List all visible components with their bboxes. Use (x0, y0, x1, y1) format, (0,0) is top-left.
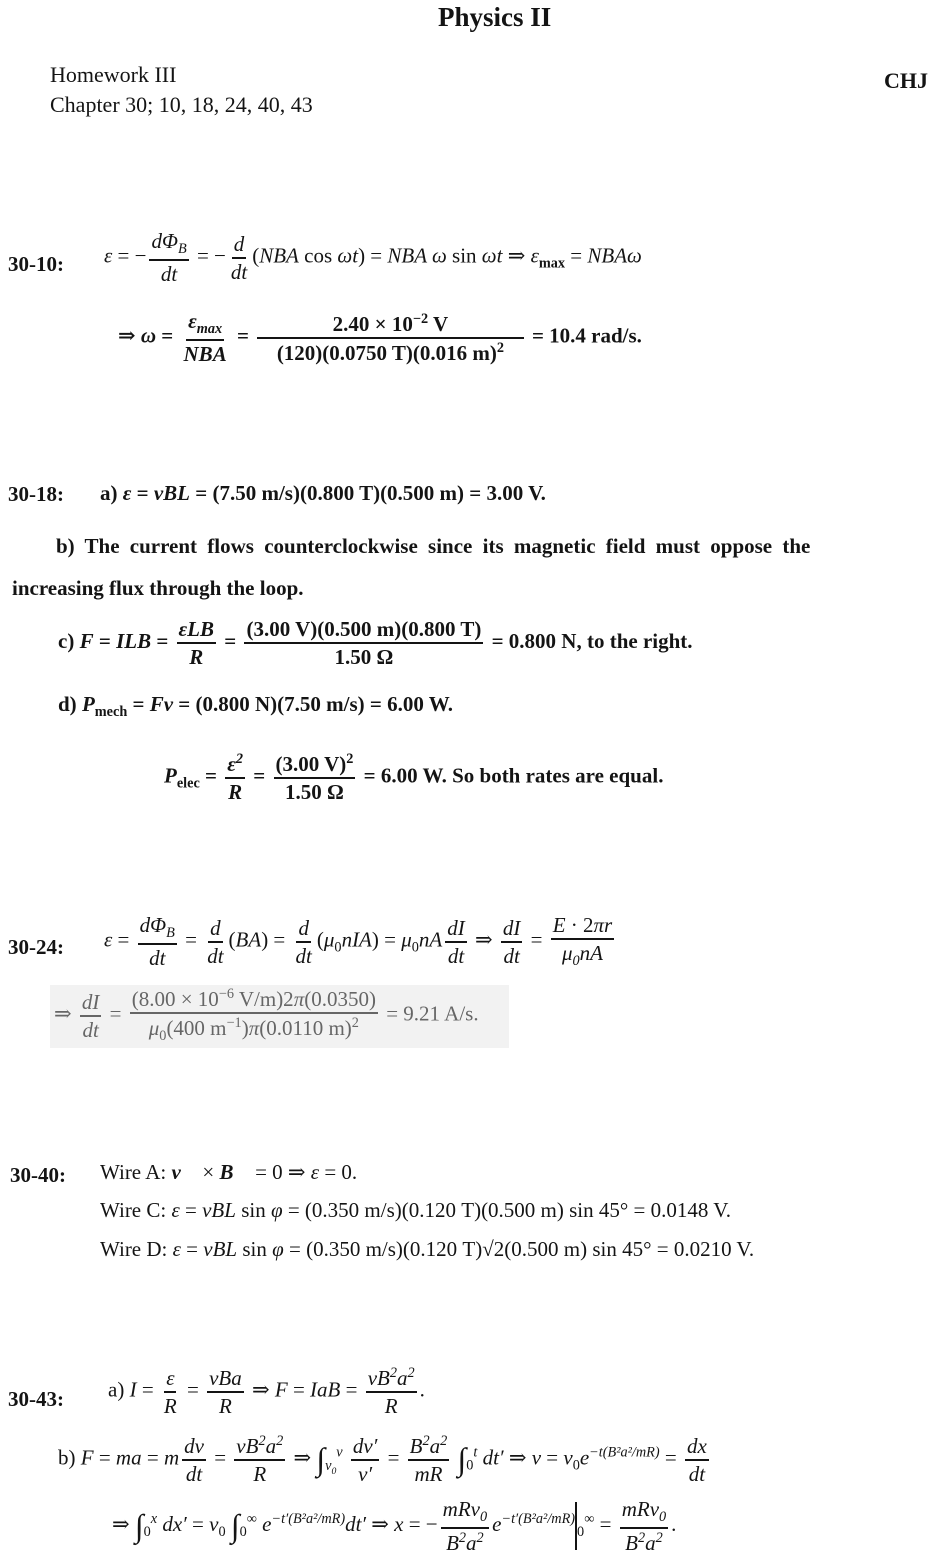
problem-label: 30-18: (8, 482, 64, 506)
page-title: Physics II (438, 2, 552, 32)
chapter-list: Chapter 30; 10, 18, 24, 40, 43 (50, 92, 313, 117)
text-line: increasing flux through the loop. (12, 576, 304, 600)
equation: b) F = ma = m $\frac{dv}{dt}$ = $\frac{vB^2a^2}{R}$ ⇒ $\int_{v_0}^v$ $\frac{dv'}{v'}$ = $\frac{B^2a^2}{mR}$ $\int_0^t$ dt′ ⇒ $v = v_0e^{-t(B^2a^2/mR)}$ = $\frac{dx}{dt}$ (58, 1433, 707, 1487)
equation: Wire D: ε = vBL sin φ = (0.350 m/s)(0.120 T)√2(0.500 m) sin 45° = 0.0210 V. (100, 1237, 755, 1261)
equation: $P_{elec}$ = $\frac{\varepsilon^2}{R}$ = $\frac{(3.00 V)^2}{1.50 \Omega}$ = 6.00 W. So both rates are equal. (164, 751, 664, 805)
equation: a) ε = vBL = (7.50 m/s)(0.800 T)(0.500 m) = 3.00 V. (100, 481, 546, 505)
problem-label: 30-43: (8, 1387, 64, 1411)
author-initials: CHJ (884, 68, 928, 93)
problem-label: 30-10: (8, 252, 64, 276)
equation: ε = − $\frac{d\Phi_B}{dt}$ = − $\frac{d}{dt}$ (NBA cos ωt) = NBA ω sin ωt ⇒ $\varepsilon_{max} = NBA\omega$ (104, 229, 642, 287)
equation: c) F = ILB = $\frac{\text{εLB}}{R}$ = $\frac{(3.00 V)(0.500 m)(0.800 T)}{1.50 \Omega}$ = 0.800 N, to the right. (58, 617, 693, 670)
assignment-label: Homework III (50, 62, 177, 87)
equation: ε = $\frac{d\Phi_B}{dt}$ = $\frac{d}{dt}$ (BA) = $\frac{d}{dt}$ $(\mu_0nIA) = \mu_0nA$ $\frac{dI}{dt}$ ⇒ $\frac{dI}{dt}$ = $\frac{E \cdot 2\pi r}{\mu_0nA}$ (104, 913, 613, 971)
equation: d) $P_{mech} = Fv = (0.800$ N)(7.50 m/s) = 6.00 W. (58, 692, 454, 721)
equation: Wire A: v⃗ × B⃗ = 0 ⇒ ε = 0. (100, 1160, 358, 1184)
problem-label: 30-24: (8, 935, 64, 959)
equation: ⇒ $\int_0^x$ $dx' = v_0$ $\int_0^\infty$ $e^{-t'(B^2a^2/mR)}dt'$ ⇒ x = − $\frac{mRv_0}{B^2a^2}$ $e^{-t'(B^2a^2/mR)}_0^\infty$ = $\frac{mRv_0}{B^2a^2}$ . (112, 1497, 677, 1555)
text-line: b) The current flows counterclockwise since its magnetic field must oppose the (56, 534, 811, 558)
equation: a) I = $\frac{\varepsilon}{R}$ = $\frac{\text{vBa}}{R}$ ⇒ F = IaB = $\frac{vB^2a^2}{R}$ . (108, 1365, 425, 1419)
problem-label: 30-40: (10, 1163, 66, 1187)
equation: Wire C: ε = vBL sin φ = (0.350 m/s)(0.120 T)(0.500 m) sin 45° = 0.0148 V. (100, 1198, 731, 1222)
equation-image: ⇒ $\frac{dI}{dt}$ = $\frac{(8.00 \times 10^{-6} V/m)2\pi(0.0350)}{\mu_0(400 m^{-1})\pi(0.0110 m)^2}$ = 9.21 A/s. (50, 985, 509, 1048)
equation: ⇒ ω = $\frac{\varepsilon_{max}}{\text{NBA}}$ = $\frac{2.40 \times 10^{-2} V}{(120)(0.0750 T)(0.016 m)^2}$ = 10.4 rad/s. (118, 309, 642, 367)
